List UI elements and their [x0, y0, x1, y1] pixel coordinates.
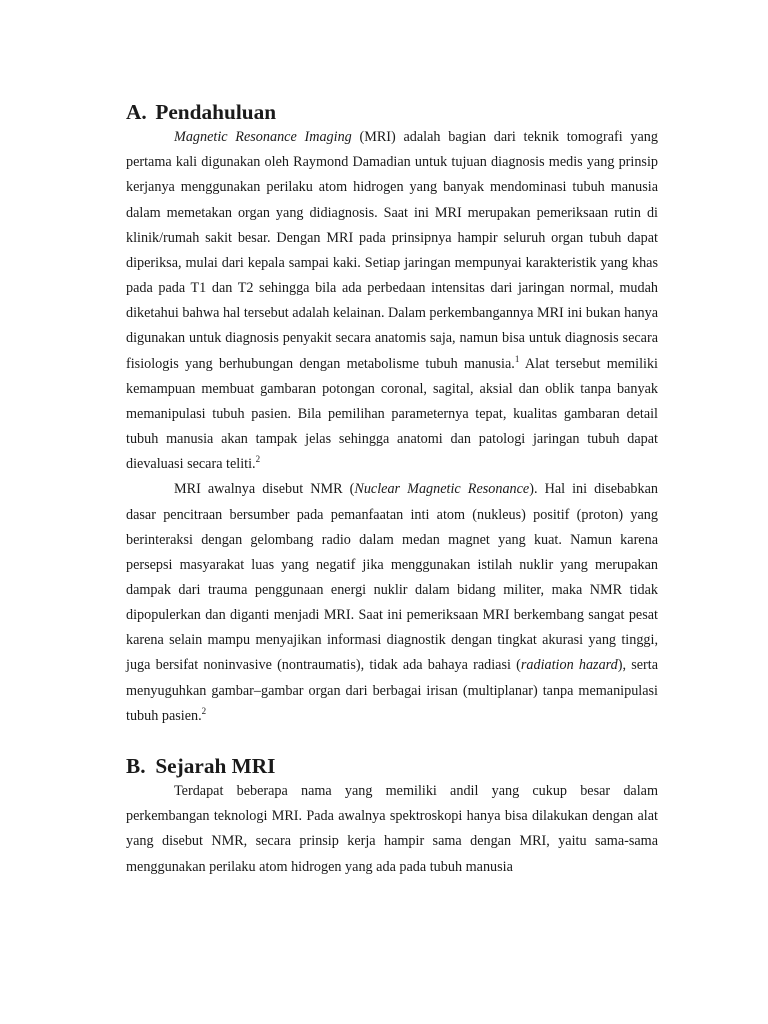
text-segment: Terdapat beberapa nama yang memiliki andil yang cukup besar dalam perkembangan teknologi MRI. Pada awalnya spektroskopi hanya bisa dilakukan dengan alat yang disebut NMR, secara prinsip kerja hampir sama dengan MRI, yaitu sama-sama menggunakan perilaku atom hidrogen yang ada pada tubuh manusia [126, 783, 658, 875]
document-page [126, 100, 658, 880]
paragraph [126, 125, 658, 477]
text-segment: ). Hal ini disebabkan dasar pencitraan bersumber pada pemanfaatan inti atom (nukleus) positif (proton) yang berinteraksi dengan gelombang radio dalam medan magnet yang kuat. Namun karena persepsi masyarakat luas yang negatif jika menggunakan istilah nuklir yang merupakan dampak dari trauma penggunaan energi nuklir dalam bidang militer, maka NMR tidak dipopulerkan dan diganti menjadi MRI. Saat ini pemeriksaan MRI berkembang sangat pesat karena selain mampu menyajikan informasi diagnostik dengan tingkat akurasi yang tinggi, juga bersifat noninvasive (nontraumatis), tidak ada bahaya radiasi ( [126, 481, 658, 674]
text-segment: Nuclear Magnetic Resonance [354, 481, 530, 498]
footnote-marker: 2 [201, 705, 207, 716]
section-heading-b [126, 754, 658, 779]
section-title: Pendahuluan [155, 100, 277, 124]
section-number: B. [126, 753, 146, 778]
footnote-marker: 1 [514, 353, 520, 364]
paragraph [126, 477, 658, 729]
footnote-marker: 2 [255, 454, 261, 465]
section-title: Sejarah MRI [155, 753, 276, 778]
text-segment: ), serta menyuguhkan gambar–gambar organ dari berbagai irisan (multiplanar) tanpa memanipulasi tubuh pasien. [126, 657, 658, 724]
text-segment: radiation hazard [520, 657, 618, 674]
text-segment: Magnetic Resonance Imaging [174, 129, 352, 146]
text-segment: Alat tersebut memiliki kemampuan membuat gambaran potongan coronal, sagital, aksial dan oblik tanpa banyak memanipulasi tubuh pasien. Bila pemilihan parameternya tepat, kualitas gambaran detail tubuh manusia akan tampak jelas sehingga anatomi dan patologi jaringan tubuh dapat dievaluasi secara teliti. [126, 355, 658, 473]
section-heading-a [126, 100, 658, 125]
section-spacer [126, 729, 658, 754]
text-segment: (MRI) adalah bagian dari teknik tomografi yang pertama kali digunakan oleh Raymond Damadian untuk tujuan diagnosis medis yang prinsip kerjanya menggunakan perilaku atom hidrogen yang banyak mendominasi tubuh manusia dalam memetakan organ yang didiagnosis. Saat ini MRI merupakan pemeriksaan rutin di klinik/rumah sakit besar. Dengan MRI pada prinsipnya hampir seluruh organ tubuh dapat diperiksa, mulai dari kepala sampai kaki. Setiap jaringan mempunyai karakteristik yang khas pada pada T1 dan T2 sehingga bila ada perbedaan intensitas dari jaringan normal, mudah diketahui bahwa hal tersebut adalah kelainan. Dalam perkembangannya MRI ini bukan hanya digunakan untuk diagnosis penyakit secara anatomis saja, namun bisa untuk diagnosis secara fisiologis yang berhubungan dengan metabolisme tubuh manusia. [126, 129, 658, 372]
section-number: A. [126, 100, 147, 124]
paragraph [126, 779, 658, 880]
text-segment: MRI awalnya disebut NMR ( [174, 481, 355, 498]
